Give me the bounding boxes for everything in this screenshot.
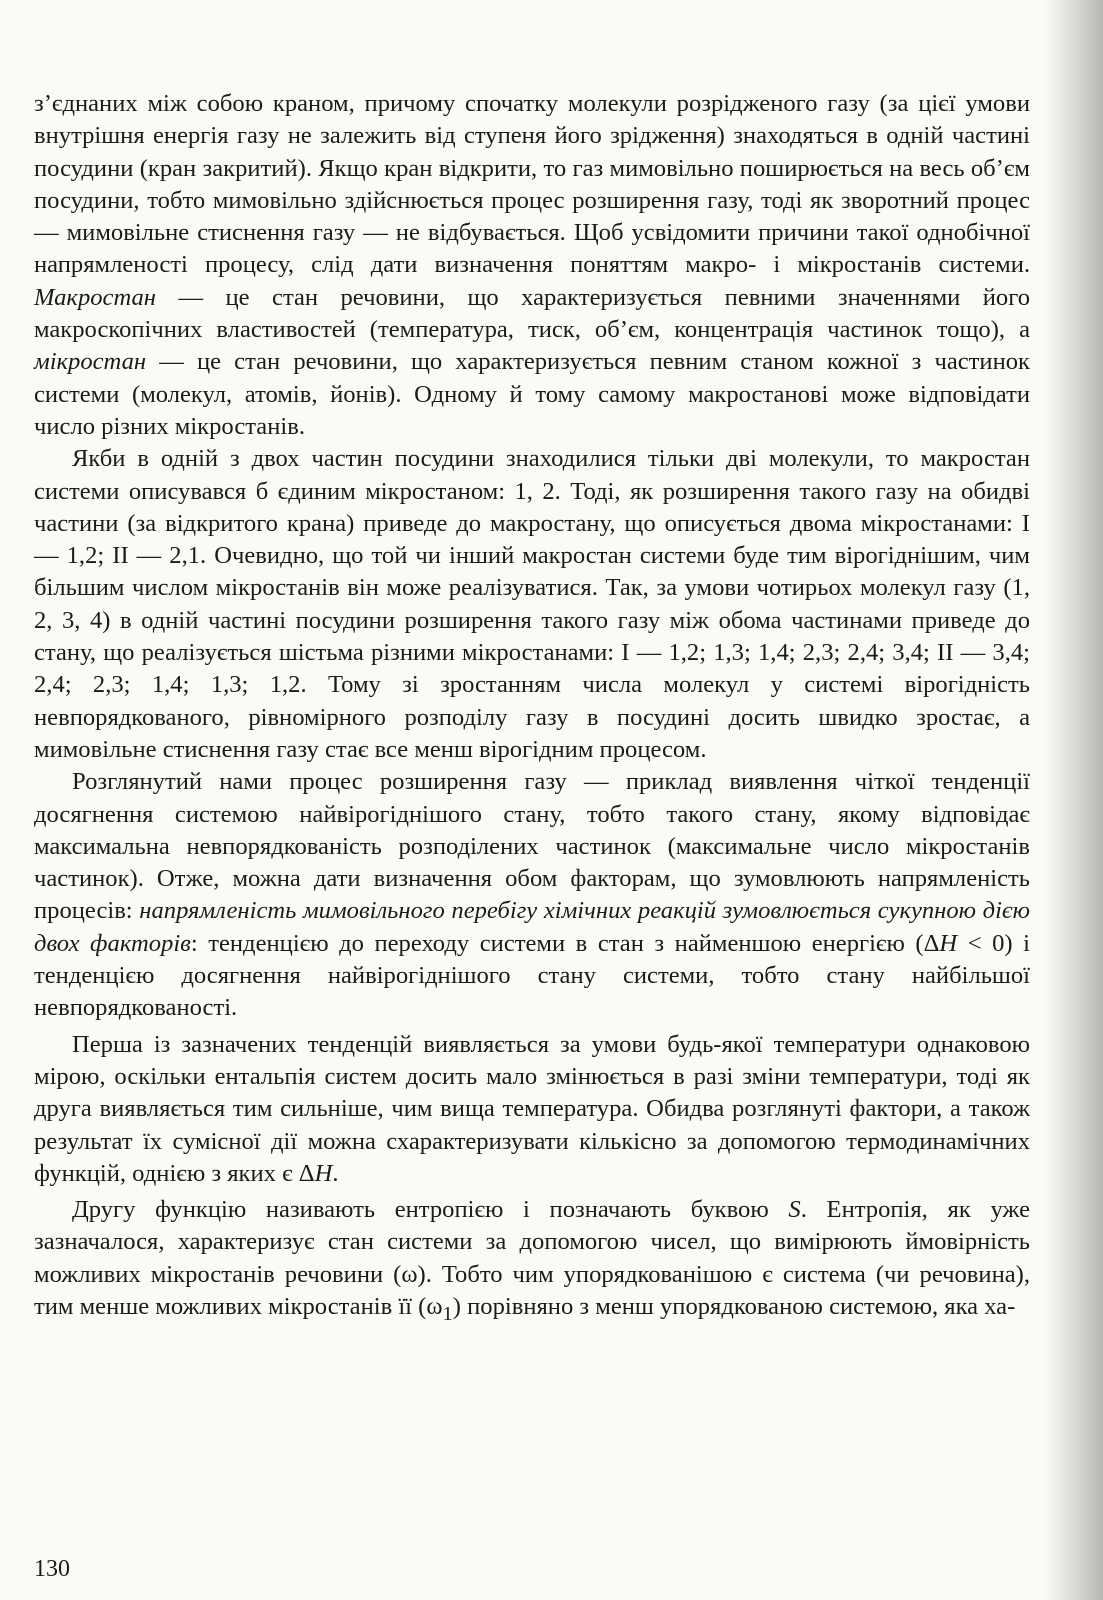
paragraph	[34, 1029, 1030, 1190]
text-run: < 0) і тенденцією досягнення найвірогіднішого стану системи, тобто стану найбільшої невпорядкованості.	[34, 929, 1030, 1022]
page-number: 130	[34, 1556, 70, 1582]
text-run: Якби в одній з двох частин посудини знаходилися тільки дві молекули, то макростан системи описувався б єдиним мікростаном: 1, 2. Тоді, як розширення такого газу на обидві частини (за відкритого крана) приведе до макростану, що описується двома мікростанами: I — 1,2; II — 2,1. Очевидно, що той чи інший макростан системи буде тим вірогіднішим, чим більшим числом мікростанів він може реалізуватися. Так, за умови чотирьох молекул газу (1, 2, 3, 4) в одній частині посудини розширення такого газу між обома частинами приведе до стану, що реалізується шістьма різними мікростанами: I — 1,2; 1,3; 1,4; 2,3; 2,4; 3,4; II — 3,4; 2,4; 2,3; 1,4; 1,3; 1,2. Тому зі зростанням числа молекул у системі вірогідність невпорядкованого, рівномірного розподілу газу в посудині досить швидко зростає, а мимовільне стиснення газу стає все менш вірогідним процесом.	[34, 445, 1030, 763]
text-run: — це стан речовини, що характеризується певним станом кожної з частинок системи (молекул, атомів, йонів). Одному й тому самому макростанові може відповідати число різних мікростанів.	[34, 348, 1030, 440]
text-run: Розглянутий нами процес розширення газу — приклад виявлення чіткої тенденції досягнення системою найвірогіднішого стану, тобто такого стану, якому відповідає максимальна невпорядкованість розподілених частинок (максимальне число мікростанів частинок). Отже, можна дати визначення обом факторам, що зумовлюють напрямленість процесів:	[34, 768, 1030, 925]
body-text	[34, 88, 1030, 1330]
paragraph	[34, 443, 1030, 766]
text-run: Другу функцію називають ентропією і позначають буквою	[72, 1196, 789, 1224]
paragraph	[34, 766, 1030, 1024]
text-run: — це стан речовини, що характеризується певними значеннями його макроскопічних властивостей (температура, тиск, об’єм, концентрація частинок тощо), а	[34, 283, 1030, 344]
text-run: ) порівняно з менш упорядкованою системою, яка ха-	[452, 1292, 1016, 1320]
text-run: з’єднаних між собою краном, причому спочатку молекули розрідженого газу (за цієї умови внутрішня енергія газу не залежить від ступеня його зрідження) знаходяться в одній частині посудини (кран закритий). Якщо кран відкрити, то газ мимовільно поширюється на весь об’єм посудини, тобто мимовільно здійснюється процес розширення газу, тоді як зворотний процес — мимовільне стиснення газу — не відбувається. Щоб усвідомити причини такої однобічної напрямленості процесу, слід дати визначення поняттям макро- і мікростанів системи.	[34, 90, 1030, 279]
text-run: : тенденцією до переходу системи в стан з найменшою енергією (Δ	[190, 929, 940, 957]
text-run: Перша із зазначених тенденцій виявляється за умови будь-якої температури однаковою мірою, оскільки ентальпія систем досить мало змінюється в разі зміни температури, тоді як друга виявляється тим сильніше, чим вища температура. Обидва розглянуті фактори, а також результат їх сумісної дії можна схарактеризувати кількісно за допомогою термодинамічних функцій, однією з яких є Δ	[34, 1030, 1030, 1187]
page-edge-shadow	[1045, 0, 1103, 1600]
text-run: .	[332, 1159, 339, 1187]
italic-text: H	[314, 1159, 333, 1187]
text-run: . Ентропія, як уже зазначалося, характеризує стан системи за допомогою чисел, що вимірюють ймовірність можливих мікростанів речовини (ω). Тобто чим упорядкованішою є система (чи речовина), тим менше можливих мікростанів її (ω	[34, 1196, 1030, 1320]
italic-text: H	[939, 929, 958, 957]
italic-text: мікростан	[34, 348, 147, 376]
italic-text: S	[788, 1196, 801, 1224]
subscript-text: 1	[442, 1302, 453, 1325]
italic-text: Макростан	[34, 283, 157, 311]
paragraph	[34, 88, 1030, 443]
paragraph	[34, 1194, 1030, 1330]
italic-text: напрямленість мимовільного перебігу хімічних реакцій зумовлюється сукупною дією двох факторів	[34, 897, 1030, 957]
